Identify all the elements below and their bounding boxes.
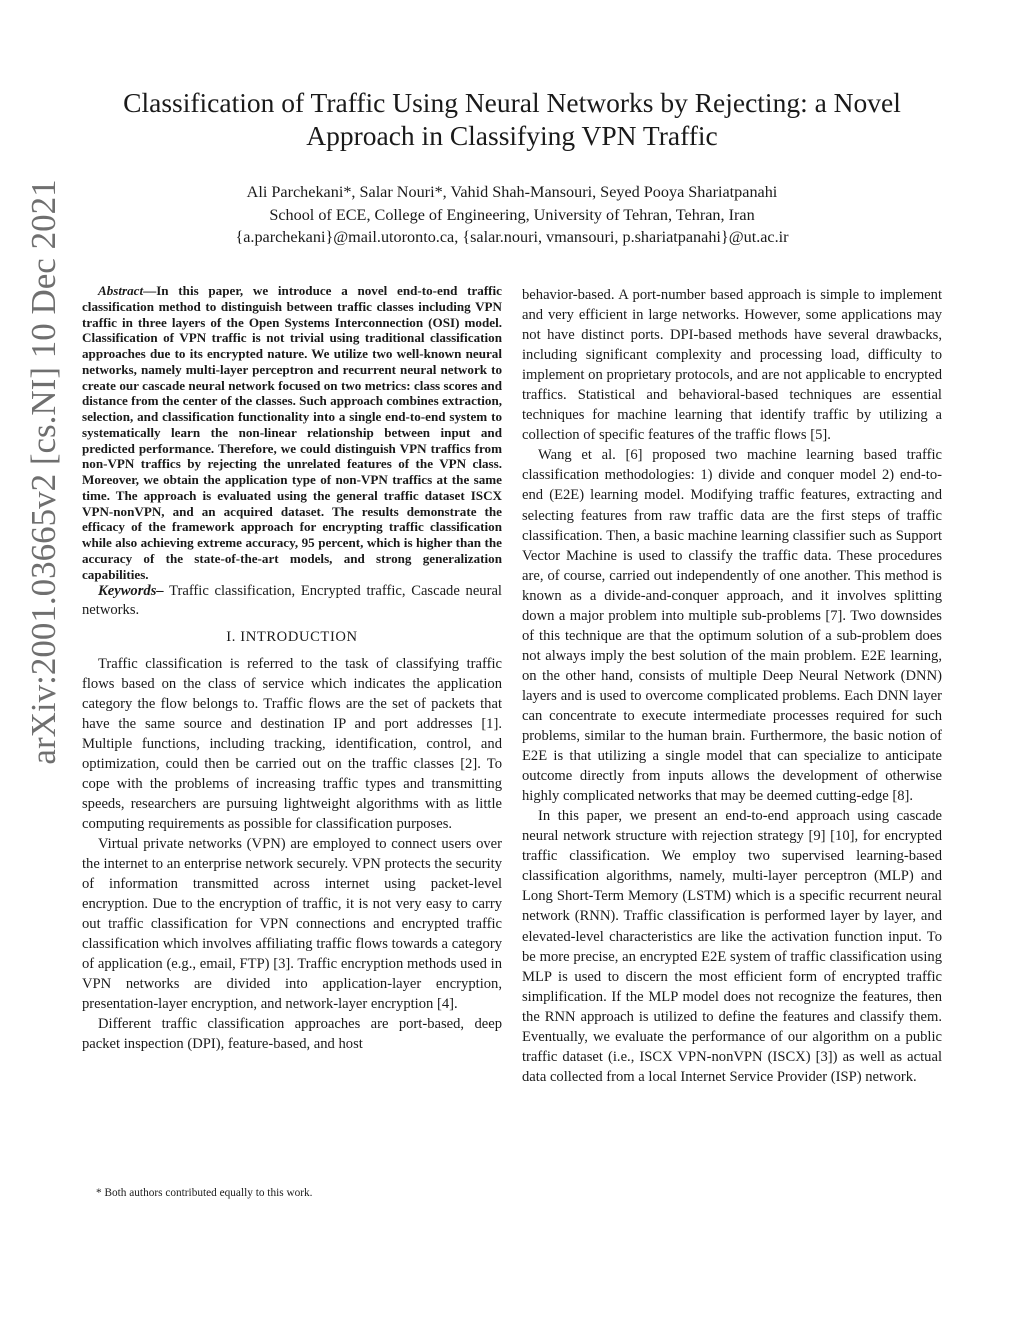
right-paragraph-1: behavior-based. A port-number based approach is simple to implement and very efficient in large networks. However, some applications may not have distinct ports. DPI-based methods have several drawbacks, including significant complexity and processing load, difficulty to implement on proprietary protocols, and are not applicable to encrypted traffics. Statistical and behavioral-based techniques are essential techniques for machine learning that identify traffic by utilizing a collection of specific features of the traffic flows [5]. [522,287,942,444]
abstract [82,283,502,582]
right-paragraph-3: In this paper, we present an end-to-end approach using cascade neural network structure with rejection strategy [9] [10], for encrypted traffic classification. We employ two supervised learning-based classification algorithms, namely, multi-layer perceptron (MLP) and Long Short-Term Memory (LSTM) which is a specific recurrent neural network (RNN). Traffic classification is performed layer by layer, and elevated-level characteristics are like the activation function input. To be more precise, an encrypted E2E system of traffic classification using MLP is used to discern the most efficient form of encrypted traffic simplification. If the MLP model does not recognize the features, then the RNN approach is utilized to define the features and classify them. Eventually, we evaluate the performance of our algorithm on a public traffic dataset (i.e., ISCX VPN-nonVPN (ISCX) [3]) as well as actual data collected from a local Internet Service Provider (ISP) network. [522,808,942,1085]
title-line-2: Approach in Classifying VPN Traffic [306,120,718,151]
author-names: Ali Parchekani*, Salar Nouri*, Vahid Shah-Mansouri, Seyed Pooya Shariatpanahi [246,183,778,201]
author-affiliation: School of ECE, College of Engineering, University of Tehran, Tehran, Iran [269,205,755,224]
keywords [82,582,502,620]
arxiv-identifier-stamp: arXiv:2001.03665v2 [cs.NI] 10 Dec 2021 [24,179,63,765]
author-emails: {a.parchekani}@mail.utoronto.ca, {salar.nouri, vmansouri, p.shariatpanahi}@ut.ac.ir [235,228,789,246]
author-block [80,181,944,249]
intro-paragraph-1: Traffic classification is referred to the task of classifying traffic flows based on the class of service which indicates the application category the flow belongs to. Traffic flows are the set of packets that have the same source and destination IP and port addresses [1]. Multiple functions, including tracking, identification, control, and optimization, could then be carried out on the traffic classes [2]. To cope with the problems of increasing traffic types and transmitting speeds, researchers are pursuing lightweight algorithms with as little computing requirements as possible for classification purposes. [82,656,502,833]
left-column [82,283,502,1054]
intro-paragraph-2: Virtual private networks (VPN) are employed to connect users over the internet to an enterprise network securely. VPN protects the security of information transmitted across internet using packet-level encryption. Due to the encryption of traffic, it is not very easy to carry out traffic classification for VPN connections and encrypted traffic classification which involves affiliating traffic flows towards a category of application (e.g., email, FTP) [3]. Traffic encryption methods used in VPN networks are divided into application-layer encryption, presentation-layer encryption, and network-layer encryption [4]. [82,836,502,1013]
title-line-1: Classification of Traffic Using Neural Networks by Rejecting: a Novel [123,87,901,118]
section-heading-introduction: I. INTRODUCTION [226,629,358,646]
intro-paragraph-3: Different traffic classification approaches are port-based, deep packet inspection (DPI), feature-based, and host [82,1016,502,1053]
keywords-text: Traffic classification, Encrypted traffic, Cascade neural networks. [82,583,502,619]
keywords-heading: Keywords– [98,583,164,600]
footnote: * Both authors contributed equally to this work. [96,1187,313,1199]
abstract-heading: Abstract [98,283,144,298]
right-column [522,285,942,1087]
paper-title [80,86,944,152]
abstract-text: In this paper, we introduce a novel end-to-end traffic classification method to distinguish between traffic classes including VPN traffic in three layers of the Open Systems Interconnection (OSI) model. Classification of VPN traffic is not trivial using traditional classification approaches due to its encrypted nature. We utilize two well-known neural networks, namely multi-layer perceptron and recurrent neural network to create our cascade neural network focused on two metrics: class scores and distance from the center of the classes. Such approach combines extraction, selection, and classification functionality into a single end-to-end system to systematically learn the non-linear relationship between input and predicted performance. Therefore, we could distinguish VPN traffics from non-VPN traffics by rejecting the unrelated features of the VPN class. Moreover, we obtain the application type of non-VPN traffics at the same time. The approach is evaluated using the general traffic dataset ISCX VPN-nonVPN, and an acquired dataset. The results demonstrate the efficacy of the framework approach for encrypting traffic classification while also achieving extreme accuracy, 95 percent, which is higher than the accuracy of the state-of-the-art models, and strong generalization capabilities. [82,283,502,582]
abstract-dash: — [143,283,157,298]
right-paragraph-2: Wang et al. [6] proposed two machine learning based traffic classification methodologies: 1) divide and conquer model 2) end-to-end (E2E) learning model. Modifying traffic features, extracting and selecting features from raw traffic data are the first steps of traffic classification. Then, a basic machine learning classifier such as Support Vector Machine is used to classify the traffic data. These procedures are, of course, carried out independently of one another. This method is known as a divide-and-conquer approach, and it involves splitting down a major problem into multiple sub-problems [7]. Two downsides of this technique are that the optimum solution of a sub-problem does not always imply the best solution of the main problem. E2E learning, on the other hand, consists of multiple Deep Neural Network (DNN) layers and is used to overcome complicated problems. Each DNN layer can concentrate to execute intermediate processes required for such problems, similar to the human brain. Furthermore, the basic notion of E2E is that utilizing a single model that can specialize to anticipate outcome directly from inputs allows the development of otherwise highly complicated networks that may be deemed cutting-edge [8]. [522,447,942,805]
